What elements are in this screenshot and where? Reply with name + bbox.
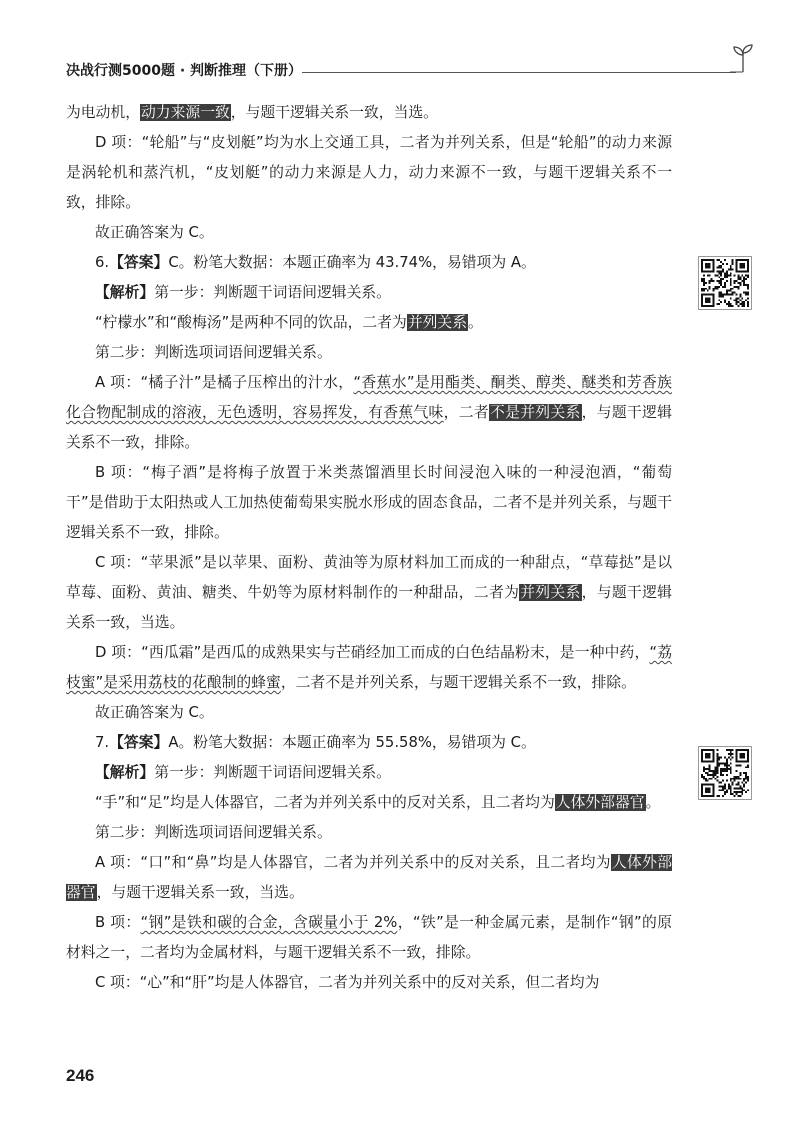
sprout-icon [730, 43, 756, 73]
q6-option-d [66, 638, 672, 698]
q6-option-a [66, 368, 672, 458]
highlight: 动力来源一致 [141, 104, 230, 121]
page-number: 246 [66, 1066, 95, 1085]
text: ，与题干逻辑关系一致，当选。 [66, 584, 672, 631]
text: 第一步：判断题干词语间逻辑关系。 [154, 764, 391, 781]
q6-stem [66, 308, 672, 338]
text: 。 [645, 794, 661, 811]
q7-option-c: C 项：“心”和“肝”均是人体器官，二者为并列关系中的反对关系，但二者均为 [95, 974, 600, 991]
analysis-tag: 【解析】 [95, 284, 155, 301]
text: C 项：“苹果派”是以苹果、面粉、黄油等为原材料加工而成的一种甜点，“草莓挞”是以草莓、面粉、黄油、糖类、牛奶等为原材料制作的一种甜品，二者为 [66, 554, 672, 601]
running-header [66, 61, 756, 85]
wavy-underline: “荔枝蜜”是采用荔枝的花酿制的蜂蜜 [66, 644, 673, 691]
q7-option-a [66, 848, 672, 908]
q6-option-c [66, 548, 672, 638]
text: A 项：“橘子汁”是橘子压榨出的汁水， [95, 374, 354, 391]
text: ，与题干逻辑关系一致，当选。 [96, 884, 304, 901]
text: 为电动机， [66, 104, 140, 121]
header-rule [302, 72, 736, 73]
wavy-underline: “钢”是铁和碳的合金，含碳量小于 2% [140, 914, 398, 931]
text: 第一步：判断题干词语间逻辑关系。 [154, 284, 391, 301]
question-number: 6. [95, 254, 110, 271]
text: ，与题干逻辑关系一致，当选。 [230, 104, 438, 121]
highlight: 人体外部器官 [555, 794, 645, 811]
text: ，“铁”是一种金属元素，是制作“钢”的原材料之一，二者均为金属材料，与题干逻辑关系不一致，排除。 [66, 914, 673, 961]
answer-text: A。粉笔大数据：本题正确率为 55.58%，易错项为 C。 [168, 734, 536, 751]
highlight: 并列关系 [520, 584, 581, 601]
q6-option-b: B 项：“梅子酒”是将梅子放置于米类蒸馏酒里长时间浸泡入味的一种浸泡酒，“葡萄干”是借助于太阳热或人工加热使葡萄果实脱水形成的固态食品，二者不是并列关系，与题干逻辑关系不一致，排除。 [66, 464, 672, 541]
q7-stem [66, 788, 672, 818]
text: “手”和“足”均是人体器官，二者为并列关系中的反对关系，且二者均为 [95, 794, 555, 811]
paragraph-d-option: D 项：“轮船”与“皮划艇”均为水上交通工具，二者为并列关系，但是“轮船”的动力来源是涡轮机和蒸汽机，“皮划艇”的动力来源是人力，动力来源不一致，与题干逻辑关系不一致，排除。 [66, 134, 672, 211]
text: D 项：“西瓜霜”是西瓜的成熟果实与芒硝经加工而成的白色结晶粉末，是一种中药， [95, 644, 650, 661]
answer-text: C。粉笔大数据：本题正确率为 43.74%，易错项为 A。 [168, 254, 536, 271]
q7-answer [66, 728, 672, 758]
q7-option-b [66, 908, 672, 968]
q6-analysis [66, 278, 672, 308]
highlight: 并列关系 [407, 314, 468, 331]
text: ，二者不是并列关系，与题干逻辑关系不一致，排除。 [280, 674, 636, 691]
text: A 项：“口”和“鼻”均是人体器官，二者为并列关系中的反对关系，且二者均为 [95, 854, 611, 871]
wavy-underline: “香蕉水”是用酯类、酮类、醇类、醚类和芳香族化合物配制成的溶液，无色透明，容易挥发，有香蕉气味 [66, 374, 672, 421]
highlight: 人体外部器官 [66, 854, 672, 901]
text: 。 [468, 314, 483, 331]
answer-line: 故正确答案为 C。 [95, 224, 214, 241]
analysis-tag: 【解析】 [95, 764, 155, 781]
answer-line: 故正确答案为 C。 [95, 704, 214, 721]
question-number: 7. [95, 734, 110, 751]
answer-tag: 【答案】 [109, 734, 169, 751]
page-body [66, 98, 672, 998]
qr-code-icon[interactable] [698, 256, 752, 310]
text: B 项： [95, 914, 141, 931]
q6-step2: 第二步：判断选项词语间逻辑关系。 [95, 344, 332, 361]
q6-answer [66, 248, 672, 278]
highlight: 不是并列关系 [489, 404, 581, 421]
q7-step2: 第二步：判断选项词语间逻辑关系。 [95, 824, 332, 841]
book-title: 决战行测5000题 · 判断推理（下册） [66, 63, 303, 79]
paragraph-c-option-end [66, 98, 672, 128]
answer-tag: 【答案】 [109, 254, 169, 271]
text: “柠檬水”和“酸梅汤”是两种不同的饮品，二者为 [95, 314, 407, 331]
q7-analysis [66, 758, 672, 788]
qr-code-icon[interactable] [698, 746, 752, 800]
text: ，与题干逻辑关系不一致，排除。 [66, 404, 672, 451]
text: ，二者 [443, 404, 489, 421]
